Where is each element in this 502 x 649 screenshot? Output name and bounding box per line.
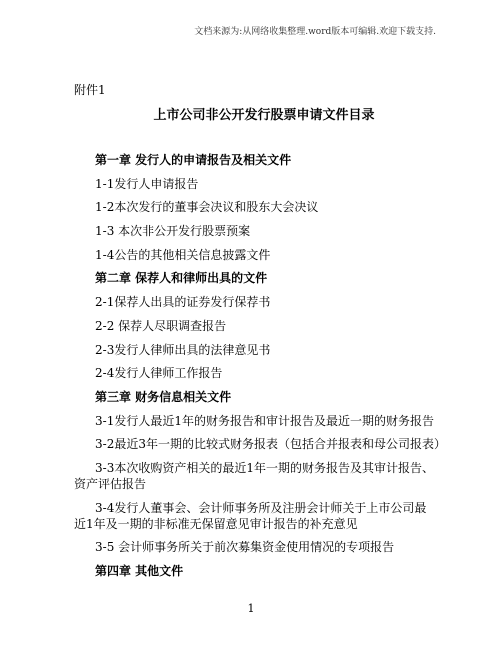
toc-item: 2-2 保荐人尽职调查报告 [95, 318, 227, 333]
toc-item: 2-3发行人律师出具的法律意见书 [95, 342, 271, 357]
chapter-1-title: 第一章 发行人的申请报告及相关文件 [95, 153, 292, 167]
toc-item: 2-4发行人律师工作报告 [95, 366, 223, 381]
toc-item: 2-1保荐人出具的证券发行保荐书 [95, 295, 271, 310]
toc-item: 3-2最近3年一期的比较式财务报表（包括合并报表和母公司报表） [95, 437, 446, 452]
chapter-2-title: 第二章 保荐人和律师出具的文件 [95, 271, 268, 286]
chapter-3-title: 第三章 财务信息相关文件 [95, 389, 232, 404]
document-title: 上市公司非公开发行股票申请文件目录 [153, 108, 375, 123]
toc-item: 1-3 本次非公开发行股票预案 [95, 224, 251, 239]
toc-item: 1-1发行人申请报告 [95, 176, 199, 191]
document-body [74, 82, 446, 587]
toc-item: 3-1发行人最近1年的财务报告和审计报告及最近一期的财务报告 [95, 413, 434, 428]
attachment-label: 附件1 [74, 83, 106, 97]
toc-item: 1-4公告的其他相关信息披露文件 [95, 247, 271, 262]
toc-item: 3-3本次收购资产相关的最近1年一期的财务报告及其审计报告、资产评估报告 [74, 460, 434, 491]
toc-item: 1-2本次发行的董事会决议和股东大会决议 [95, 200, 319, 215]
chapter-4-title: 第四章 其他文件 [95, 564, 184, 578]
page-number: 1 [247, 602, 255, 615]
toc-item: 3-5 会计师事务所关于前次募集资金使用情况的专项报告 [95, 540, 395, 555]
toc-item: 3-4发行人董事会、会计师事务所及注册会计师关于上市公司最近1年及一期的非标准无保留意见审计报告的补充意见 [74, 500, 427, 531]
header-note: 文档来源为:从网络收集整理.word版本可编辑.欢迎下载支持. [194, 27, 436, 37]
